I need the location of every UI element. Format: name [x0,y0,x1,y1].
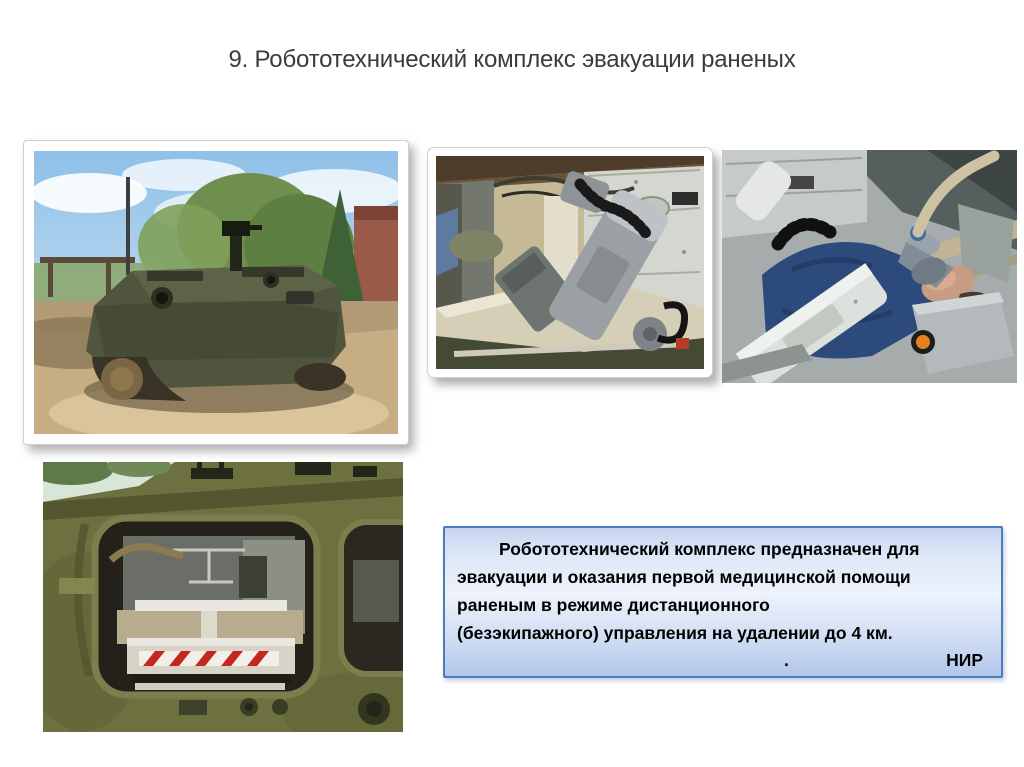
slide-title: 9. Робототехнический комплекс эвакуации раненых [228,46,796,73]
manipulator-arm-illustration [436,156,704,369]
nir-label: НИР [946,650,983,670]
casualty-with-mask-illustration [722,150,1017,383]
description-line: раненым в режиме дистанционного [457,595,770,615]
description-line: Робототехнический комплекс предназначен для [499,539,920,559]
description-footer [457,647,989,673]
photo-stretcher-hatch [43,462,403,732]
description-line: (безэкипажного) управления на удалении до 4 км. [457,623,893,643]
evacuation-vehicle-illustration [34,151,398,434]
stretcher-hatch-illustration [43,462,403,732]
description-line: эвакуации и оказания первой медицинской помощи [457,567,911,587]
description-box [443,526,1003,678]
photo-casualty-with-mask [722,150,1017,383]
footer-dot: . [784,650,789,670]
photo-evacuation-vehicle-exterior [23,140,409,445]
photo-manipulator-arm [427,147,713,378]
